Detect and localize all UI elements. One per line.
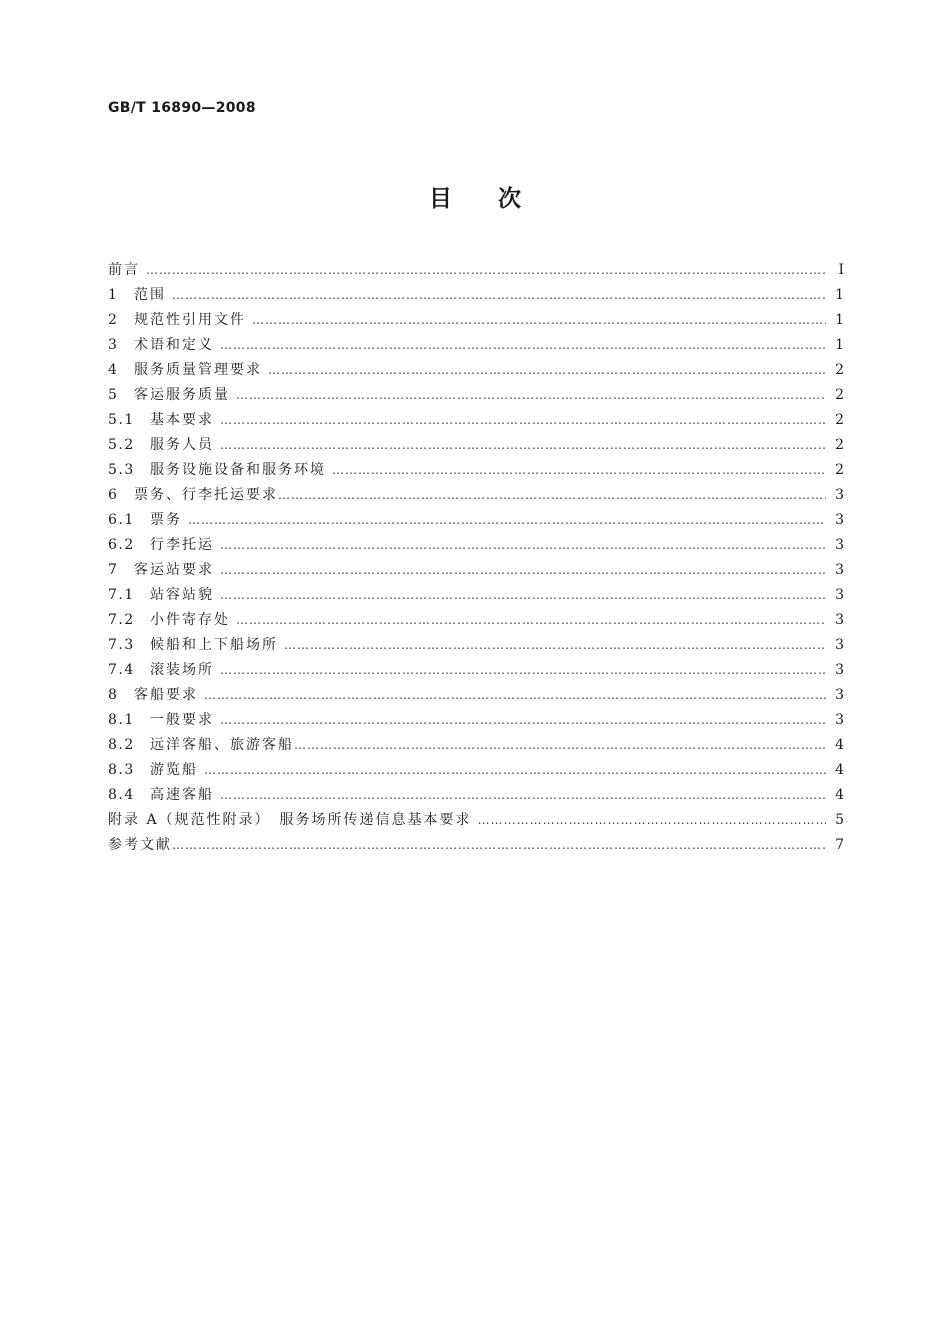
toc-entry-page: 3 <box>835 637 844 653</box>
toc-entry-page: 1 <box>835 337 844 353</box>
toc-dot-leader <box>294 733 826 758</box>
toc-entry-title: 客运站要求 <box>134 562 214 578</box>
toc-entry-number: 7.2 <box>108 612 135 628</box>
toc-dot-leader <box>252 308 826 333</box>
toc-entry-number: 6.1 <box>108 512 135 528</box>
toc-entry-number: 5 <box>108 387 119 403</box>
toc-entry[interactable] <box>108 608 844 633</box>
toc-entry-title: 附录 A（规范性附录） 服务场所传递信息基本要求 <box>108 812 472 828</box>
toc-entry-page: Ⅰ <box>838 262 844 278</box>
toc-entry-page: 3 <box>835 587 844 603</box>
toc-entry[interactable] <box>108 508 844 533</box>
toc-dot-leader <box>236 608 826 633</box>
toc-entry[interactable] <box>108 633 844 658</box>
toc-entry[interactable] <box>108 683 844 708</box>
toc-entry[interactable] <box>108 358 844 383</box>
toc-entry-number: 8.4 <box>108 787 135 803</box>
toc-entry-number: 5.3 <box>108 462 135 478</box>
toc-entry-page: 7 <box>835 837 844 853</box>
toc-entry-page: 3 <box>835 537 844 553</box>
toc-entry-page: 2 <box>835 387 844 403</box>
toc-dot-leader <box>220 558 826 583</box>
toc-entry-title: 术语和定义 <box>134 337 214 353</box>
toc-entry-number: 8.1 <box>108 712 135 728</box>
toc-entry[interactable] <box>108 533 844 558</box>
toc-entry[interactable] <box>108 283 844 308</box>
toc-entry-number: 8 <box>108 687 119 703</box>
toc-entry-title: 服务设施设备和服务环境 <box>150 462 326 478</box>
toc-entry-title: 站容站貌 <box>150 587 214 603</box>
toc-entry-number: 7 <box>108 562 119 578</box>
toc-entry-number: 5.1 <box>108 412 135 428</box>
toc-dot-leader <box>278 483 826 508</box>
table-of-contents <box>108 258 844 858</box>
toc-entry[interactable] <box>108 583 844 608</box>
standard-code: GB/T 16890—2008 <box>108 100 256 116</box>
toc-entry-title: 规范性引用文件 <box>134 312 246 328</box>
toc-dot-leader <box>332 458 826 483</box>
toc-entry-page: 5 <box>835 812 844 828</box>
toc-entry-page: 4 <box>835 762 844 778</box>
toc-entry-number: 8.2 <box>108 737 135 753</box>
toc-entry-title: 基本要求 <box>150 412 214 428</box>
toc-entry[interactable] <box>108 758 844 783</box>
toc-dot-leader <box>220 658 826 683</box>
toc-entry-title: 参考文献 <box>108 837 172 853</box>
toc-entry-title: 客运服务质量 <box>134 387 230 403</box>
toc-entry-title: 服务人员 <box>150 437 214 453</box>
toc-entry[interactable] <box>108 733 844 758</box>
toc-entry[interactable] <box>108 708 844 733</box>
toc-dot-leader <box>268 358 826 383</box>
toc-entry-number: 8.3 <box>108 762 135 778</box>
toc-dot-leader <box>284 633 826 658</box>
toc-entry-title: 前言 <box>108 262 140 278</box>
toc-entry-number: 7.4 <box>108 662 135 678</box>
toc-entry-number: 5.2 <box>108 437 135 453</box>
toc-entry[interactable] <box>108 833 844 858</box>
toc-entry-title: 游览船 <box>150 762 198 778</box>
toc-entry-title: 范围 <box>134 287 166 303</box>
toc-entry-page: 4 <box>835 737 844 753</box>
toc-entry-title: 票务、行李托运要求 <box>134 487 278 503</box>
toc-entry-page: 3 <box>835 712 844 728</box>
toc-entry-number: 4 <box>108 362 119 378</box>
toc-dot-leader <box>220 583 826 608</box>
toc-entry-title: 票务 <box>150 512 182 528</box>
toc-entry[interactable] <box>108 383 844 408</box>
toc-entry-title: 一般要求 <box>150 712 214 728</box>
toc-dot-leader <box>220 708 826 733</box>
toc-dot-leader <box>172 283 826 308</box>
toc-entry-title: 客船要求 <box>134 687 198 703</box>
toc-entry-page: 2 <box>835 412 844 428</box>
toc-dot-leader <box>204 683 826 708</box>
toc-entry-number: 6 <box>108 487 119 503</box>
toc-entry-title: 服务质量管理要求 <box>134 362 262 378</box>
toc-entry-page: 3 <box>835 687 844 703</box>
toc-entry-page: 3 <box>835 662 844 678</box>
toc-entry-number: 3 <box>108 337 119 353</box>
toc-entry-page: 4 <box>835 787 844 803</box>
toc-entry[interactable] <box>108 558 844 583</box>
toc-dot-leader <box>220 433 826 458</box>
toc-entry[interactable] <box>108 408 844 433</box>
toc-dot-leader <box>220 408 826 433</box>
toc-entry[interactable] <box>108 658 844 683</box>
toc-dot-leader <box>188 508 826 533</box>
toc-entry-title: 高速客船 <box>150 787 214 803</box>
toc-entry-page: 3 <box>835 612 844 628</box>
toc-entry[interactable] <box>108 258 844 283</box>
toc-entry-page: 1 <box>835 287 844 303</box>
toc-entry-page: 3 <box>835 487 844 503</box>
toc-dot-leader <box>220 333 826 358</box>
toc-entry-page: 1 <box>835 312 844 328</box>
toc-entry-number: 1 <box>108 287 119 303</box>
toc-entry[interactable] <box>108 483 844 508</box>
toc-entry[interactable] <box>108 433 844 458</box>
page-title: 目次 <box>429 186 567 212</box>
toc-entry-title: 行李托运 <box>150 537 214 553</box>
toc-entry-number: 2 <box>108 312 119 328</box>
toc-entry-title: 候船和上下船场所 <box>150 637 278 653</box>
toc-dot-leader <box>220 533 826 558</box>
toc-entry-page: 3 <box>835 562 844 578</box>
toc-entry-number: 7.1 <box>108 587 135 603</box>
toc-entry[interactable] <box>108 308 844 333</box>
toc-entry[interactable] <box>108 458 844 483</box>
toc-entry-page: 3 <box>835 512 844 528</box>
toc-entry-page: 2 <box>835 437 844 453</box>
toc-dot-leader <box>478 808 826 833</box>
toc-entry-number: 7.3 <box>108 637 135 653</box>
toc-entry-page: 2 <box>835 462 844 478</box>
toc-dot-leader <box>204 758 826 783</box>
toc-entry-title: 远洋客船、旅游客船 <box>150 737 294 753</box>
toc-entry[interactable] <box>108 333 844 358</box>
toc-entry-title: 滚装场所 <box>150 662 214 678</box>
toc-entry-page: 2 <box>835 362 844 378</box>
toc-entry-title: 小件寄存处 <box>150 612 230 628</box>
toc-entry[interactable] <box>108 783 844 808</box>
toc-entry-number: 6.2 <box>108 537 135 553</box>
toc-dot-leader <box>172 833 826 858</box>
toc-dot-leader <box>146 258 826 283</box>
toc-dot-leader <box>236 383 826 408</box>
toc-entry[interactable] <box>108 808 844 833</box>
toc-dot-leader <box>220 783 826 808</box>
